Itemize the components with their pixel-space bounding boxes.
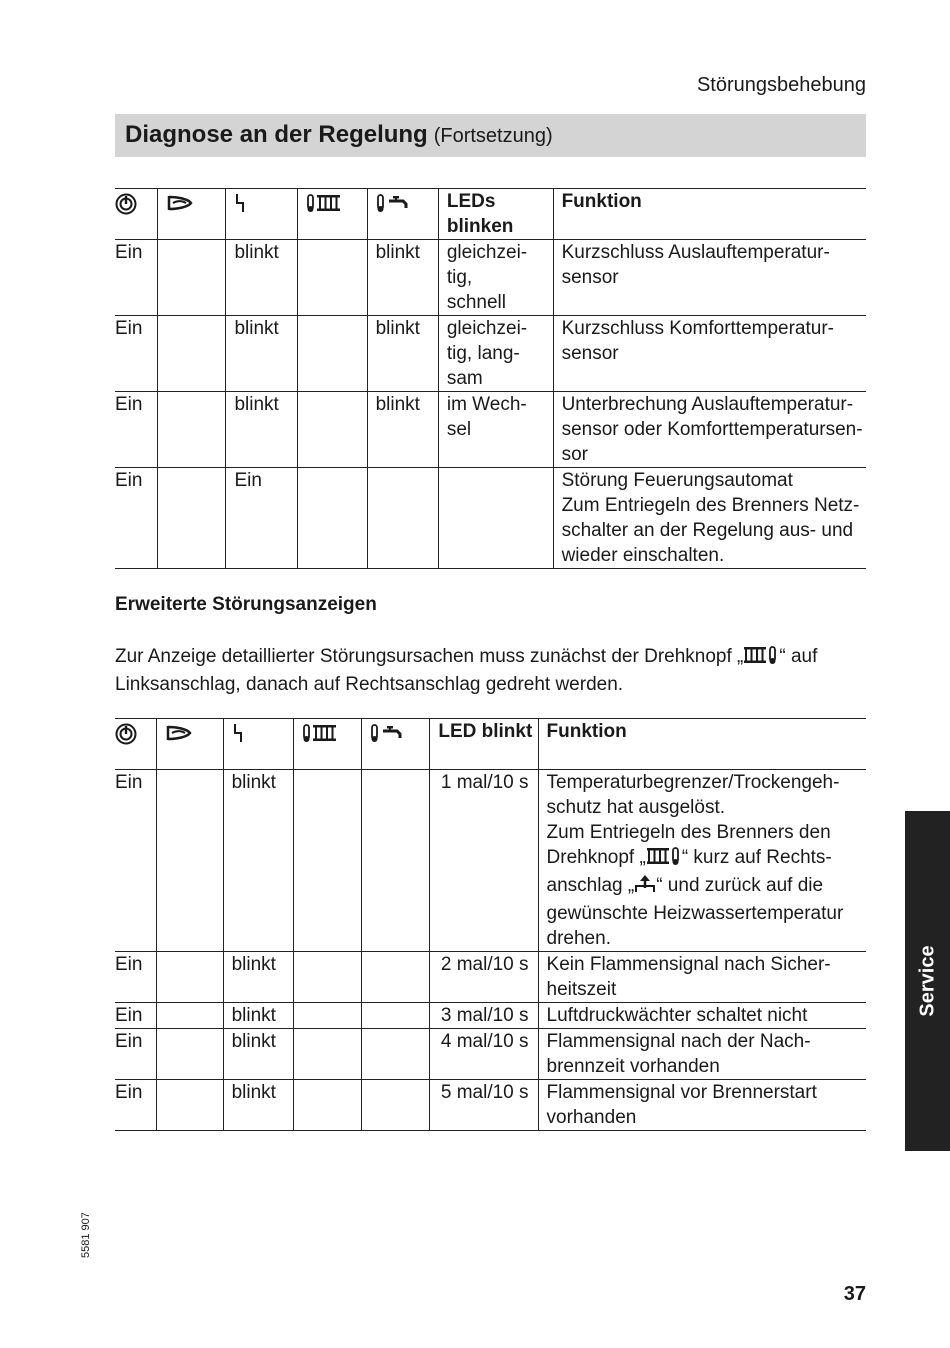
- cell-fault: blinkt: [223, 1003, 293, 1029]
- cell-function: Kein Flammensignal nach Sicher- heitszeit: [538, 952, 866, 1003]
- section-paragraph: [115, 644, 875, 697]
- cell-power: Ein: [115, 470, 143, 491]
- cell-function: Temperaturbegrenzer/Trockengeh- schutz hat ausgelöst. Zum Entriegeln des Brenners den Drehknopf „ “ kurz auf Rechts-anschlag „ “ und zurück auf die gewünschte Heizwassertemperatur drehen.: [538, 770, 866, 952]
- flame-icon: [166, 193, 194, 220]
- cell-function: Flammensignal vor Brennerstart vorhanden: [538, 1080, 866, 1131]
- cell-empty: [297, 468, 367, 569]
- cell-empty: [157, 468, 225, 569]
- radiator-temperature-icon: [743, 645, 779, 672]
- hot-water-tap-icon: [376, 193, 412, 220]
- power-icon: [115, 723, 137, 752]
- cell-empty: [297, 240, 367, 316]
- table-row: [115, 1080, 866, 1131]
- page-title-main: Diagnose an der Regelung: [125, 121, 428, 148]
- title-bar: [115, 114, 866, 157]
- cell-empty: [293, 770, 361, 952]
- cell-power: Ein: [115, 1031, 143, 1052]
- radiator-temperature-icon: [302, 723, 338, 750]
- function-text-2: “ kurz auf Rechts-anschlag „: [546, 847, 832, 896]
- table-row: [115, 240, 866, 316]
- section-heading: Erweiterte Störungsanzeigen: [115, 594, 377, 615]
- cell-fault: blinkt: [223, 770, 293, 952]
- cell-empty: [293, 1029, 361, 1080]
- radiator-temperature-icon: [646, 846, 682, 873]
- header-hotwater: [362, 719, 430, 770]
- section-header: Störungsbehebung: [696, 74, 866, 96]
- cell-power: Ein: [115, 242, 143, 263]
- cell-leds: im Wech- sel: [438, 392, 553, 468]
- cell-function: Kurzschluss Komforttemperatur- sensor: [553, 316, 866, 392]
- cell-fault: Ein: [226, 468, 297, 569]
- cell-function: Kurzschluss Auslauftemperatur- sensor: [553, 240, 866, 316]
- cell-fault: blinkt: [226, 240, 297, 316]
- diagnosis-table-2: [115, 718, 866, 1131]
- flame-icon: [165, 723, 193, 750]
- header-hotwater: [367, 189, 438, 240]
- document-number: 5581 907: [80, 1212, 92, 1258]
- header-flame: [157, 719, 224, 770]
- cell-empty: [362, 952, 430, 1003]
- table-row: [115, 952, 866, 1003]
- cell-empty: [157, 1029, 224, 1080]
- cell-power: Ein: [115, 1005, 143, 1026]
- table-row: [115, 468, 866, 569]
- cell-empty: [157, 240, 225, 316]
- header-led: LED blinkt: [430, 719, 538, 770]
- header-function: Funktion: [538, 719, 866, 770]
- cell-empty: [157, 952, 224, 1003]
- function-text-1: Zum Entriegeln des Brenners den Drehknopf „: [546, 822, 831, 868]
- cell-hotwater: blinkt: [367, 392, 438, 468]
- cell-power: Ein: [115, 1082, 143, 1103]
- header-power: [115, 189, 157, 240]
- cell-empty: [157, 1003, 224, 1029]
- cell-fault: blinkt: [226, 316, 297, 392]
- table-row: [115, 316, 866, 392]
- service-tab: [905, 811, 950, 1151]
- cell-empty: [157, 1080, 224, 1131]
- cell-function: Luftdruckwächter schaltet nicht: [538, 1003, 866, 1029]
- cell-empty: [293, 1080, 361, 1131]
- cell-empty: [297, 392, 367, 468]
- cell-empty: [362, 1080, 430, 1131]
- cell-hotwater: blinkt: [367, 240, 438, 316]
- cell-fault: blinkt: [223, 1029, 293, 1080]
- cell-leds: gleichzei- tig, lang- sam: [438, 316, 553, 392]
- header-flame: [157, 189, 225, 240]
- cell-power: Ein: [115, 394, 143, 415]
- header-function: Funktion: [553, 189, 866, 240]
- table-row: [115, 392, 866, 468]
- fault-icon: [232, 723, 244, 750]
- fault-icon: [234, 193, 246, 220]
- cell-fault: blinkt: [223, 1080, 293, 1131]
- cell-function: Unterbrechung Auslauftemperatur- sensor oder Komforttemperatursen- sor: [553, 392, 866, 468]
- cell-led: 5 mal/10 s: [430, 1080, 538, 1131]
- cell-empty: [293, 1003, 361, 1029]
- service-tab-label: Service: [916, 945, 938, 1017]
- reset-arrow-icon: [634, 874, 656, 901]
- table-row: [115, 770, 866, 952]
- cell-power: Ein: [115, 954, 143, 975]
- cell-led: 3 mal/10 s: [430, 1003, 538, 1029]
- page-number: 37: [843, 1283, 866, 1305]
- header-power: [115, 719, 157, 770]
- cell-function: Flammensignal nach der Nach- brennzeit vorhanden: [538, 1029, 866, 1080]
- hot-water-tap-icon: [370, 723, 406, 750]
- cell-led: 4 mal/10 s: [430, 1029, 538, 1080]
- cell-fault: blinkt: [226, 392, 297, 468]
- cell-empty: [362, 770, 430, 952]
- cell-led: 1 mal/10 s: [430, 770, 538, 952]
- para-text-2: “ auf Linksanschlag, danach auf Rechtsanschlag gedreht werden.: [115, 646, 818, 695]
- header-radiator: [293, 719, 361, 770]
- header-fault: [223, 719, 293, 770]
- cell-led: 2 mal/10 s: [430, 952, 538, 1003]
- cell-empty: [297, 316, 367, 392]
- cell-fault: blinkt: [223, 952, 293, 1003]
- cell-empty: [362, 1003, 430, 1029]
- cell-function: Störung Feuerungsautomat Zum Entriegeln des Brenners Netz- schalter an der Regelung aus- und wieder einschalten.: [553, 468, 866, 569]
- cell-empty: [367, 468, 438, 569]
- table-row: [115, 1003, 866, 1029]
- table-row: [115, 1029, 866, 1080]
- cell-hotwater: blinkt: [367, 316, 438, 392]
- header-radiator: [297, 189, 367, 240]
- radiator-temperature-icon: [306, 193, 342, 220]
- header-fault: [226, 189, 297, 240]
- cell-empty: [157, 392, 225, 468]
- header-leds: LEDs blinken: [438, 189, 553, 240]
- page-title: [125, 121, 553, 149]
- power-icon: [115, 193, 137, 222]
- cell-empty: [362, 1029, 430, 1080]
- cell-empty: [293, 952, 361, 1003]
- diagnosis-table-1: [115, 188, 866, 569]
- para-text-1: Zur Anzeige detaillierter Störungsursachen muss zunächst der Drehknopf „: [115, 646, 744, 667]
- cell-empty: [438, 468, 553, 569]
- cell-leds: gleichzei- tig, schnell: [438, 240, 553, 316]
- page-title-sub: (Fortsetzung): [433, 125, 553, 147]
- cell-power: Ein: [115, 772, 143, 793]
- cell-power: Ein: [115, 318, 143, 339]
- cell-empty: [157, 770, 224, 952]
- function-text-3: “ und zurück auf die gewünschte Heizwassertemperatur drehen.: [546, 875, 844, 949]
- cell-empty: [157, 316, 225, 392]
